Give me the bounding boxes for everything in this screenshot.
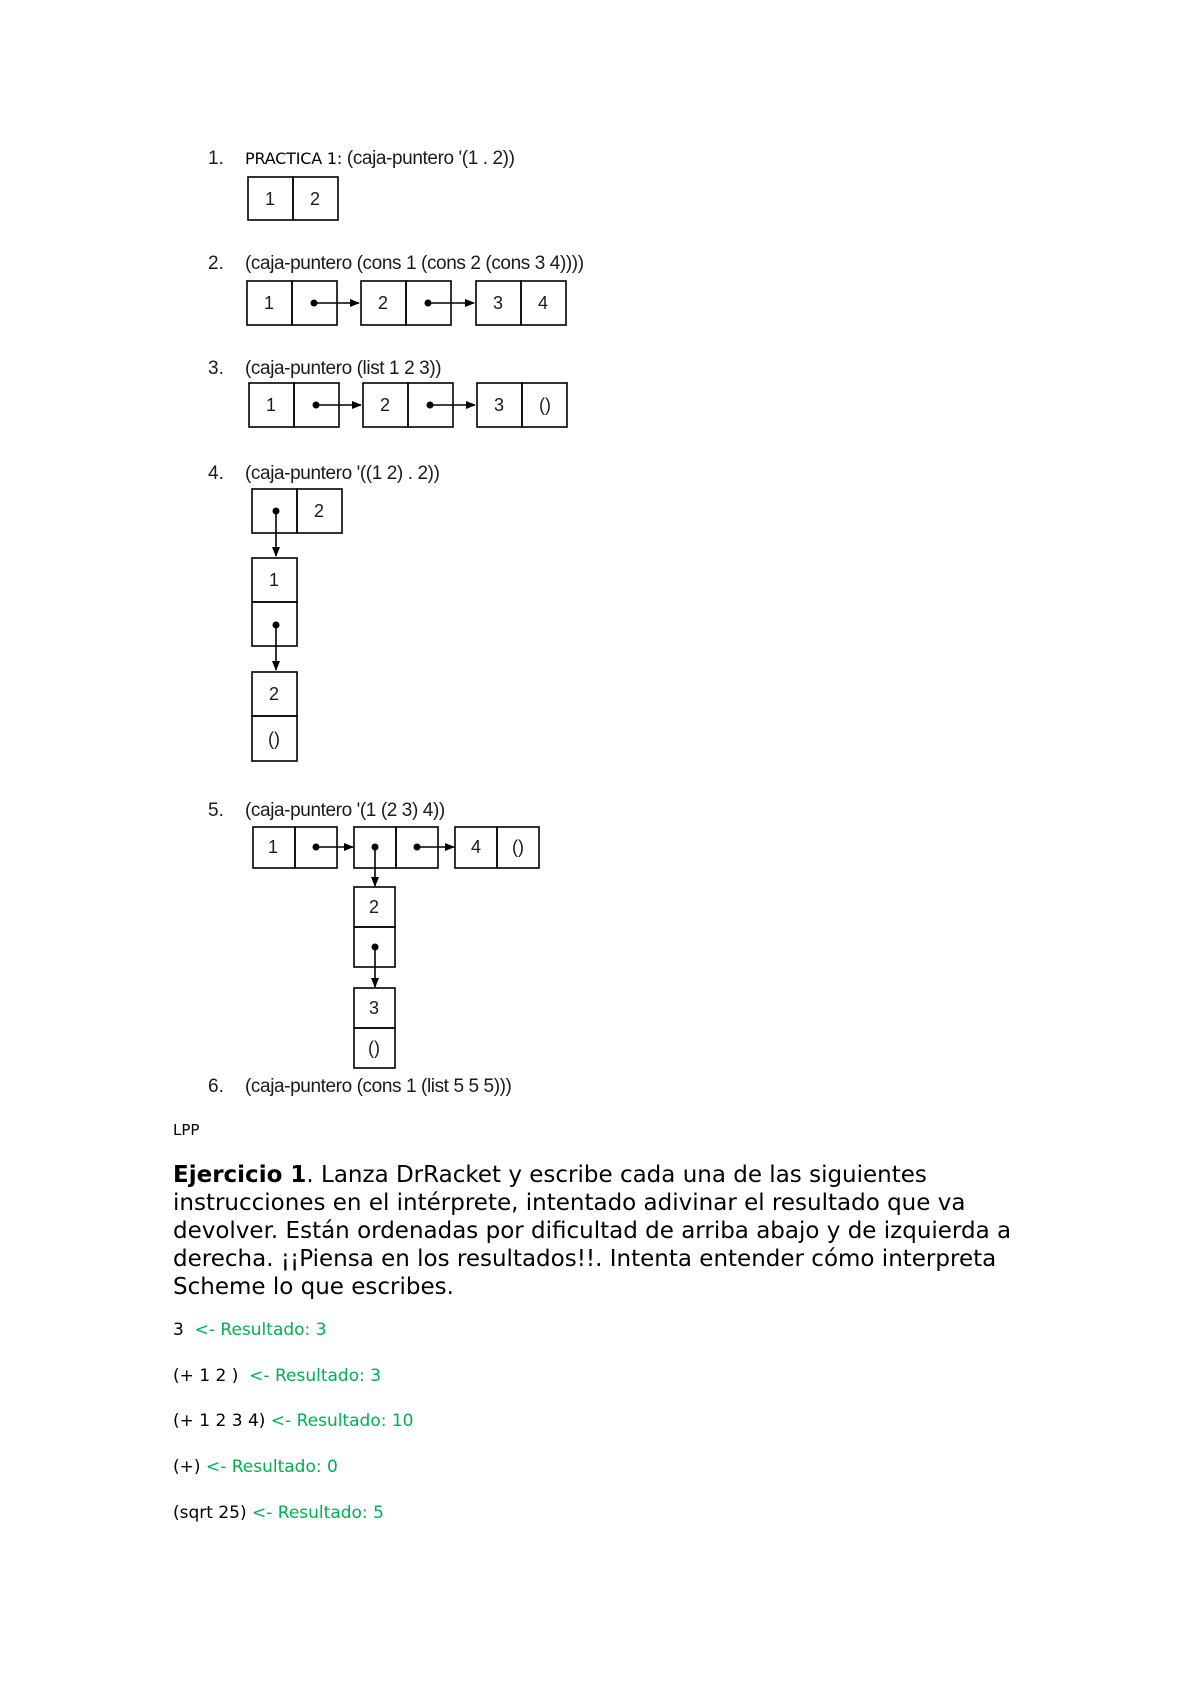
item-5-number: 5. [208,800,224,821]
pointer-dot [313,402,320,409]
diagram-1-pair [248,177,338,220]
result-line [173,1503,384,1523]
cell-value: 1 [264,189,276,209]
result-line [173,1320,327,1340]
cell-value: () [539,395,551,415]
pointer-dot [273,508,280,515]
result-line [173,1366,381,1386]
diagram-4-nested [252,489,342,761]
pointer-dot [372,844,379,851]
cell-value: 2 [313,501,325,521]
item-2-expression: (caja-puntero (cons 1 (cons 2 (cons 3 4)))) [245,253,584,274]
result-value: <- Resultado: 0 [205,1457,338,1477]
cell-value: 1 [265,395,277,415]
item-4-expression: (caja-puntero '((1 2) . 2)) [245,463,440,484]
result-expression: (+ 1 2 3 4) [173,1411,266,1431]
pointer-dot [273,622,280,629]
cell-value: 2 [268,684,280,704]
result-expression: (+ 1 2 ) [173,1366,239,1386]
cell-value: 2 [377,293,389,313]
cell-value: 4 [470,837,482,857]
result-value: <- Resultado: 3 [194,1320,327,1340]
pointer-dot [414,844,421,851]
cell-value: 4 [537,293,549,313]
result-line [173,1411,413,1431]
item-1-prefix: PRACTICA 1: [245,149,343,168]
item-6-expression: (caja-puntero (cons 1 (list 5 5 5))) [245,1076,512,1097]
item-5-expression: (caja-puntero '(1 (2 3) 4)) [245,800,445,821]
item-3-expression: (caja-puntero (list 1 2 3)) [245,358,442,379]
result-value: <- Resultado: 10 [270,1411,414,1431]
result-expression: (sqrt 25) [173,1503,247,1523]
result-expression: (+) [173,1457,201,1477]
diagram-5-nested [253,827,539,1068]
cell-value: 1 [268,570,280,590]
item-1-number: 1. [208,148,224,169]
pointer-dot [425,300,432,307]
section-label: LPP [173,1121,200,1139]
cell-value: 3 [492,293,504,313]
item-1-expression: (caja-puntero '(1 . 2)) [342,148,515,169]
cell-value: () [368,1038,380,1058]
item-4-number: 4. [208,463,224,484]
result-value: <- Resultado: 3 [249,1366,382,1386]
cell-value: 1 [267,837,279,857]
cell-value: 2 [309,189,321,209]
cell-value: 3 [493,395,505,415]
item-3-number: 3. [208,358,224,379]
cell-value: 3 [368,998,380,1018]
cell-value: 2 [379,395,391,415]
diagram-3-list [249,383,567,427]
item-6-number: 6. [208,1076,224,1097]
pointer-dot [427,402,434,409]
result-line [173,1457,338,1477]
exercise-body: . Lanza DrRacket y escribe cada una de las siguientes instrucciones en el intérprete, intentado adivinar el resultado que va devolver. Están ordenadas por dificultad de arriba abajo y de izquierda a derecha. ¡¡Piensa en los resultados!!. Intenta entender cómo interpreta Scheme lo que escribes. [173,1162,1012,1300]
cell-value: 1 [263,293,275,313]
item-2-number: 2. [208,253,224,274]
diagram-2-list [247,281,566,325]
cell-value: () [512,837,524,857]
pointer-dot [313,844,320,851]
result-value: <- Resultado: 5 [252,1503,384,1523]
result-expression: 3 [173,1320,184,1340]
exercise-title: Ejercicio 1 [173,1162,307,1188]
cell-value: () [268,729,280,749]
exercise-paragraph [173,1161,1053,1301]
pointer-dot [311,300,318,307]
cell-value: 2 [368,897,380,917]
pointer-dot [372,944,379,951]
